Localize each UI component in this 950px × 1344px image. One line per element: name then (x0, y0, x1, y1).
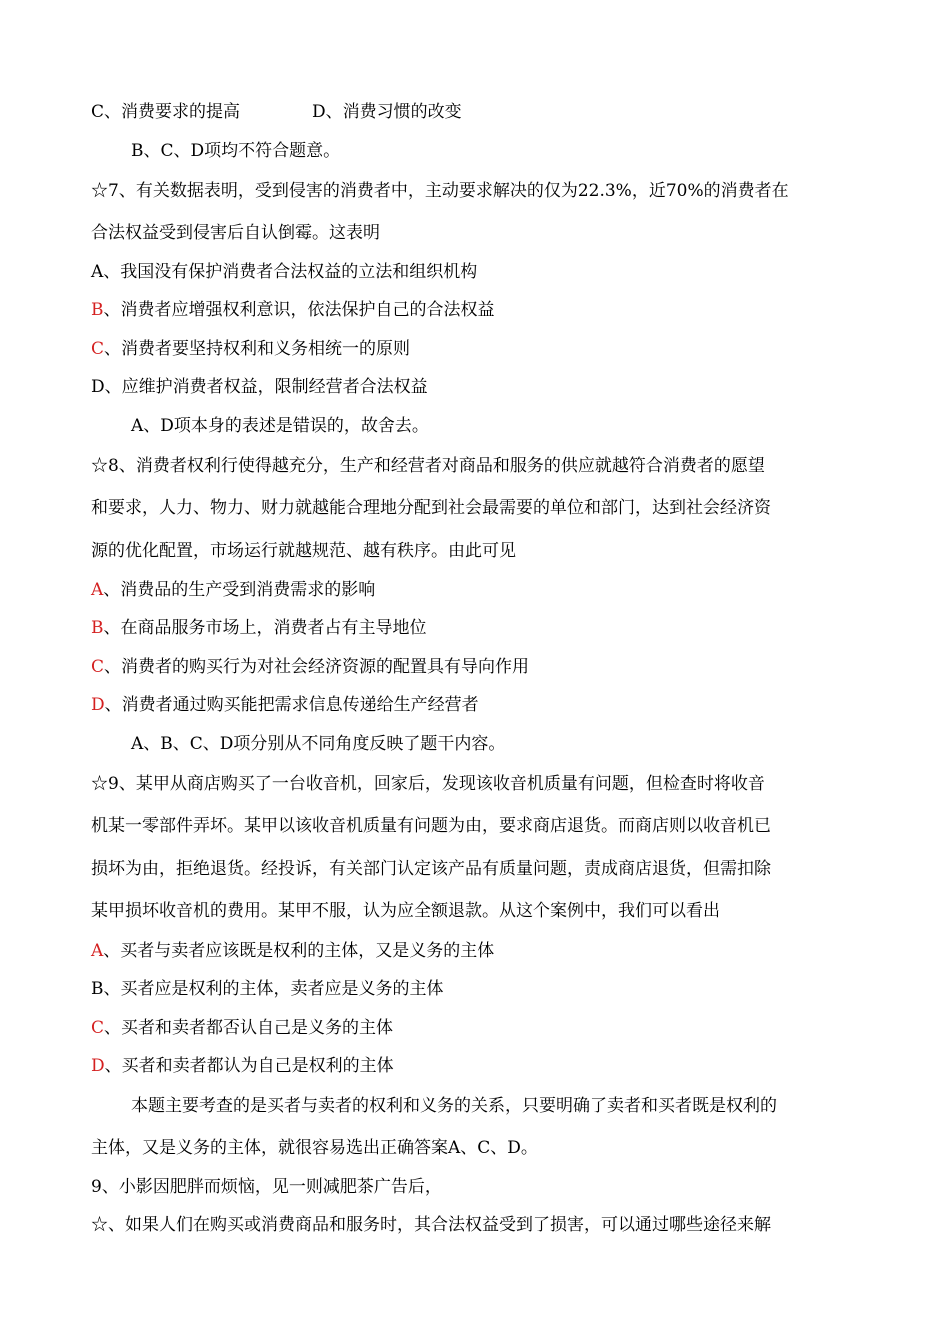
question-text: 某甲损坏收音机的费用。某甲不服，认为应全额退款。从这个案例中，我们可以看出 (91, 901, 720, 921)
question-line (91, 815, 881, 837)
option-text: 、买者和卖者都否认自己是义务的主体 (104, 1018, 394, 1038)
option-text: 、买者与卖者应该既是权利的主体，又是义务的主体 (103, 941, 495, 961)
option-text: C、消费要求的提高 (91, 102, 241, 122)
option-text: 、消费者应增强权利意识，依法保护自己的合法权益 (103, 300, 495, 320)
question-line (91, 540, 881, 562)
answer-marker: C (91, 657, 105, 677)
explanation-text: A、B、C、D项分别从不同角度反映了题干内容。 (131, 734, 506, 754)
explanation-line (131, 1095, 921, 1117)
explanation-line (131, 733, 921, 755)
question-line (91, 1176, 881, 1198)
question-line (91, 773, 881, 795)
answer-marker: A (91, 941, 104, 961)
option-text: 、消费者通过购买能把需求信息传递给生产经营者 (104, 695, 479, 715)
question-text: ☆、如果人们在购买或消费商品和服务时，其合法权益受到了损害，可以通过哪些途径来解 (91, 1215, 771, 1235)
explanation-text: A、D项本身的表述是错误的，故舍去。 (131, 416, 429, 436)
explanation-text: B、C、D项均不符合题意。 (131, 141, 341, 161)
explanation-line (131, 140, 921, 162)
answer-marker: C (91, 339, 105, 359)
explanation-text: 主体，又是义务的主体，就很容易选出正确答案A、C、D。 (91, 1138, 538, 1158)
option-text: 、消费者要坚持权利和义务相统一的原则 (104, 339, 411, 359)
explanation-line (91, 1137, 881, 1159)
option-line (91, 1017, 881, 1039)
question-text: 损坏为由，拒绝退货。经投诉，有关部门认定该产品有质量问题，责成商店退货，但需扣除 (91, 859, 771, 879)
question-text: 和要求，人力、物力、财力就越能合理地分配到社会最需要的单位和部门，达到社会经济资 (91, 498, 771, 518)
option-line (91, 299, 881, 321)
question-line (91, 1214, 881, 1236)
option-text: A、我国没有保护消费者合法权益的立法和组织机构 (91, 262, 478, 282)
question-line (91, 900, 881, 922)
question-text: ☆9、某甲从商店购买了一台收音机，回家后，发现该收音机质量有问题，但检查时将收音 (91, 774, 765, 794)
option-line (91, 978, 881, 1000)
question-text: ☆7、有关数据表明，受到侵害的消费者中，主动要求解决的仅为22.3%，近70%的消费者在 (91, 181, 789, 201)
option-text: 、买者和卖者都认为自己是权利的主体 (104, 1056, 394, 1076)
question-text: 9、小影因肥胖而烦恼，见一则减肥茶广告后， (91, 1177, 442, 1197)
option-line (91, 694, 881, 716)
explanation-line (131, 415, 921, 437)
question-text: ☆8、消费者权利行使得越充分，生产和经营者对商品和服务的供应就越符合消费者的愿望 (91, 456, 765, 476)
answer-marker: D (91, 1056, 105, 1076)
answer-marker: D (91, 695, 105, 715)
option-line (91, 656, 881, 678)
question-text: 源的优化配置，市场运行就越规范、越有秩序。由此可见 (91, 541, 516, 561)
question-line (91, 497, 881, 519)
answer-marker: B (91, 618, 104, 638)
question-text: 机某一零部件弄坏。某甲以该收音机质量有问题为由，要求商店退货。而商店则以收音机已 (91, 816, 771, 836)
option-text: D、消费习惯的改变 (312, 102, 462, 122)
question-line (91, 858, 881, 880)
option-line (91, 376, 881, 398)
option-text: D、应维护消费者权益，限制经营者合法权益 (91, 377, 428, 397)
option-line (91, 940, 881, 962)
answer-marker: A (91, 580, 104, 600)
answer-marker: C (91, 1018, 105, 1038)
option-text: 、消费者的购买行为对社会经济资源的配置具有导向作用 (104, 657, 530, 677)
question-text: 合法权益受到侵害后自认倒霉。这表明 (91, 223, 380, 243)
option-text: 、在商品服务市场上，消费者占有主导地位 (103, 618, 427, 638)
question-line (91, 455, 881, 477)
option-line (91, 617, 881, 639)
answer-marker: B (91, 300, 104, 320)
option-text: 、消费品的生产受到消费需求的影响 (103, 580, 376, 600)
option-text: B、买者应是权利的主体，卖者应是义务的主体 (91, 979, 444, 999)
question-line (91, 222, 881, 244)
question-line (91, 180, 881, 202)
option-line (91, 338, 881, 360)
explanation-text: 本题主要考查的是买者与卖者的权利和义务的关系，只要明确了卖者和买者既是权利的 (131, 1096, 777, 1116)
option-line (91, 1055, 881, 1077)
option-line (91, 261, 881, 283)
option-line (91, 579, 881, 601)
option-c-line (91, 101, 881, 123)
